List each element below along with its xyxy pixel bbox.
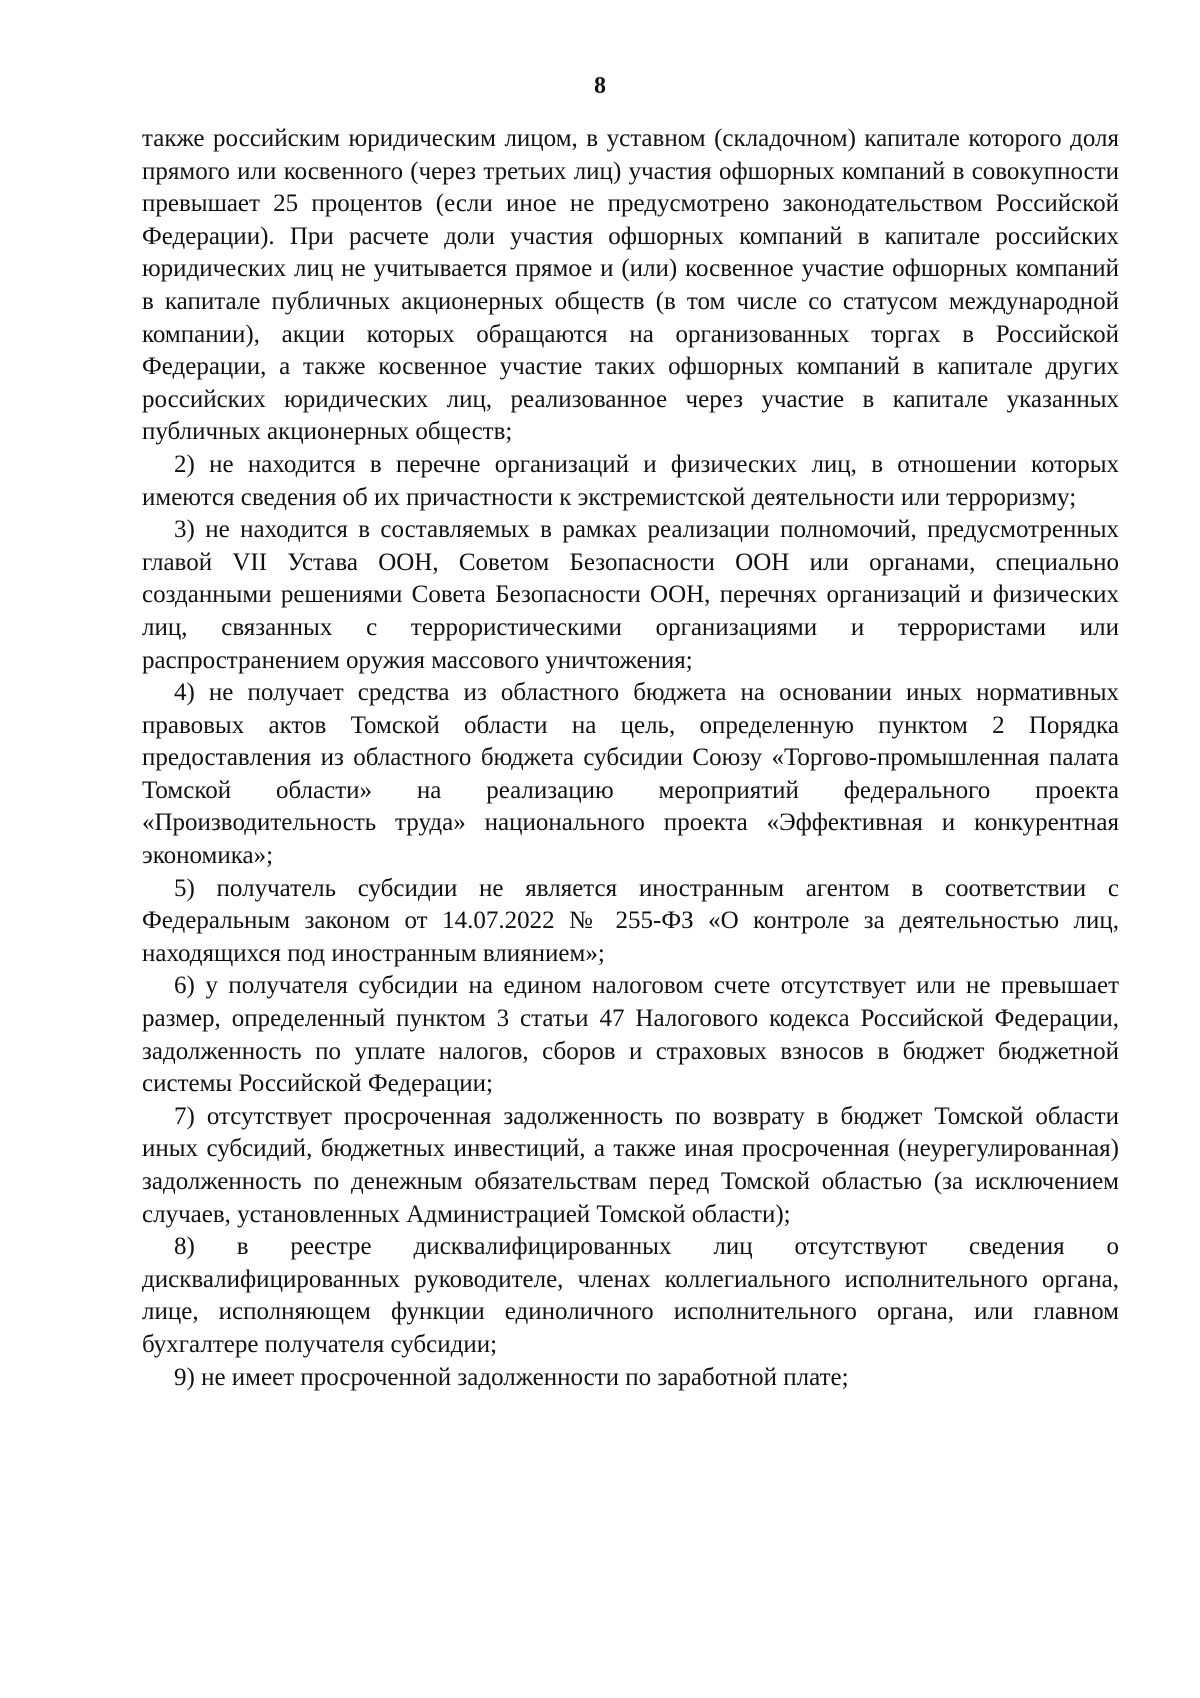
- document-body: [142, 123, 1119, 1394]
- page-number: 8: [594, 73, 606, 99]
- list-item-8: 8) в реестре дисквалифицированных лиц отсутствуют сведения о дисквалифицированных руководителе, членах коллегиального исполнительного органа, лице, исполняющем функции единоличного исполнительного органа, или главном бухгалтере получателя субсидии;: [142, 1233, 1119, 1358]
- list-item-6: 6) у получателя субсидии на едином налоговом счете отсутствует или не превышает размер, определенный пунктом 3 статьи 47 Налогового кодекса Российской Федерации, задолженность по уплате налогов, сборов и страховых взносов в бюджет бюджетной системы Российской Федерации;: [142, 972, 1119, 1098]
- list-item-5: 5) получатель субсидии не является иностранным агентом в соответствии с Федеральным законом от 14.07.2022 № 255-ФЗ «О контроле за деятельностью лиц, находящихся под иностранным влиянием»;: [142, 874, 1119, 967]
- list-item-3: 3) не находится в составляемых в рамках реализации полномочий, предусмотренных главой VII Устава ООН, Советом Безопасности ООН или органами, специально созданными решениями Совета Безопасности ООН, перечнях организаций и физических лиц, связанных с террористическими организациями и террористами или распространением оружия массового уничтожения;: [142, 516, 1119, 674]
- list-item-7: 7) отсутствует просроченная задолженность по возврату в бюджет Томской области иных субсидий, бюджетных инвестиций, а также иная просроченная (неурегулированная) задолженность по денежным обязательствам перед Томской областью (за исключением случаев, установленных Администрацией Томской области);: [142, 1102, 1119, 1228]
- list-item-2: 2) не находится в перечне организаций и физических лиц, в отношении которых имеются сведения об их причастности к экстремистской деятельности или терроризму;: [142, 450, 1119, 511]
- list-item-4: 4) не получает средства из областного бюджета на основании иных нормативных правовых актов Томской области на цель, определенную пунктом 2 Порядка предоставления из областного бюджета субсидии Союзу «Торгово-промышленная палата Томской области» на реализацию мероприятий федерального проекта «Производительность труда» национального проекта «Эффективная и конкурентная экономика»;: [142, 679, 1119, 870]
- list-item-9: 9) не имеет просроченной задолженности по заработной плате;: [174, 1363, 849, 1391]
- paragraph-continuation: также российским юридическим лицом, в уставном (складочном) капитале которого доля прямого или косвенного (через третьих лиц) участия офшорных компаний в совокупности превышает 25 процентов (если иное не предусмотрено законодательством Российской Федерации). При расчете доли участия офшорных компаний в капитале российских юридических лиц не учитывается прямое и (или) косвенное участие офшорных компаний в капитале публичных акционерных обществ (в том числе со статусом международной компании), акции которых обращаются на организованных торгах в Российской Федерации, а также косвенное участие таких офшорных компаний в капитале других российских юридических лиц, реализованное через участие в капитале указанных публичных акционерных обществ;: [142, 125, 1119, 446]
